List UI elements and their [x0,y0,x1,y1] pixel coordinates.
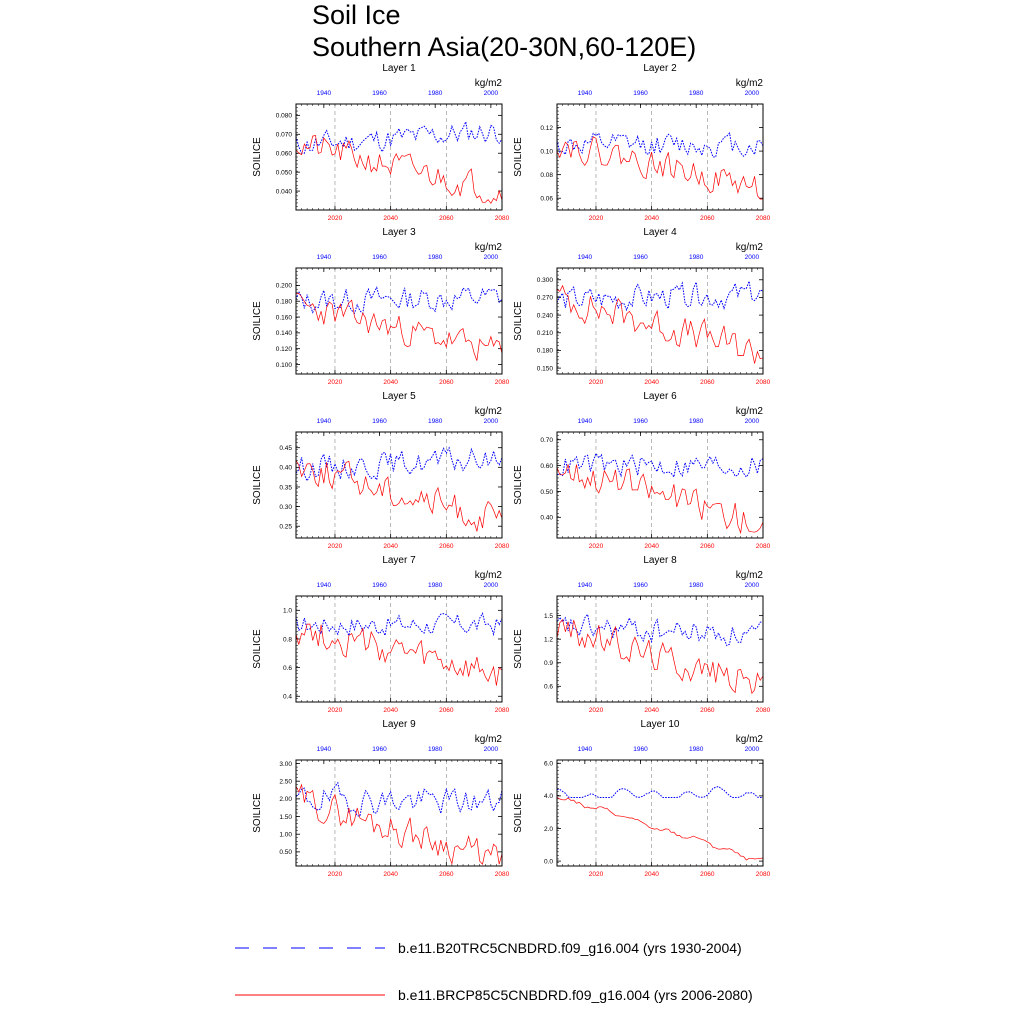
y-tick-label: 0.70 [540,437,553,445]
x-tick-label-top: 1940 [316,746,332,753]
y-tick-label: 0.40 [540,514,553,522]
x-tick-label-bottom: 2060 [700,871,715,878]
x-tick-label-top: 1980 [688,254,704,261]
y-tick-label: 1.00 [279,831,292,839]
x-tick-label-top: 2000 [483,746,499,753]
x-tick-label-top: 1940 [577,90,593,97]
x-tick-label-bottom: 2080 [494,707,510,714]
future-series-line [557,797,763,860]
y-tick-label: 0.140 [275,330,292,338]
y-tick-label: 0.4 [282,693,292,701]
x-tick-label-bottom: 2060 [700,543,715,550]
y-tick-label: 0.40 [279,464,292,472]
y-tick-label: 0.06 [540,195,553,203]
panel-title: Layer 6 [643,391,677,402]
y-tick-label: 0.50 [540,488,553,496]
y-tick-label: 0.08 [540,171,553,179]
panel-title: Layer 3 [382,227,416,238]
y-axis-label: SOILICE [513,629,524,669]
y-tick-label: 0.180 [536,347,553,355]
y-tick-label: 0.150 [536,365,553,373]
x-tick-label-bottom: 2020 [588,871,604,878]
x-tick-label-top: 2000 [744,418,760,425]
x-tick-label-bottom: 2020 [327,707,343,714]
x-tick-label-bottom: 2020 [588,543,604,550]
y-tick-label: 0.210 [536,330,553,338]
panel-layer-4 [513,227,771,386]
y-tick-label: 0.060 [275,150,292,158]
panel-title: Layer 5 [382,391,416,402]
plot-frame [296,268,502,374]
x-tick-label-bottom: 2020 [327,379,343,386]
panel-units: kg/m2 [735,78,763,89]
x-tick-label-bottom: 2020 [588,215,604,222]
y-tick-label: 0.30 [279,503,292,511]
x-tick-label-top: 1940 [316,90,332,97]
plot-frame [557,596,763,702]
y-axis-label: SOILICE [513,301,524,341]
y-axis-label: SOILICE [252,793,263,833]
y-tick-label: 0.180 [275,298,292,306]
x-tick-label-bottom: 2080 [755,379,771,386]
x-tick-label-top: 1960 [372,90,387,97]
x-tick-label-top: 1940 [316,582,332,589]
x-tick-label-bottom: 2060 [439,871,454,878]
plot-frame [557,268,763,374]
y-tick-label: 0.9 [543,660,553,668]
x-tick-label-top: 2000 [744,90,760,97]
historical-series-line [296,288,502,314]
panel-units: kg/m2 [474,242,502,253]
y-axis-label: SOILICE [252,465,263,505]
y-axis-label: SOILICE [252,137,263,177]
y-tick-label: 0.050 [275,169,292,177]
panel-layer-9 [252,719,510,878]
plot-frame [296,104,502,210]
x-tick-label-top: 1960 [633,90,648,97]
x-tick-label-bottom: 2060 [700,707,715,714]
y-tick-label: 0.8 [282,636,292,644]
y-tick-label: 0.0 [543,858,553,866]
future-series-line [296,135,502,203]
legend-future-label: b.e11.BRCP85C5CNBDRD.f09_g16.004 (yrs 2006-2080) [398,987,753,1003]
x-tick-label-bottom: 2040 [383,543,398,550]
y-tick-label: 0.300 [536,277,553,285]
x-tick-label-top: 1940 [577,254,593,261]
y-tick-label: 0.12 [540,124,553,132]
x-tick-label-bottom: 2040 [383,707,398,714]
panel-grid [252,63,771,878]
y-axis-label: SOILICE [513,137,524,177]
y-tick-label: 0.080 [275,112,292,120]
x-tick-label-bottom: 2040 [644,215,659,222]
x-tick-label-bottom: 2060 [700,379,715,386]
x-tick-label-top: 1980 [427,418,443,425]
y-tick-label: 0.50 [279,849,292,857]
y-tick-label: 0.60 [540,462,553,470]
x-tick-label-top: 1960 [372,582,387,589]
panel-title: Layer 1 [382,63,416,74]
panel-title: Layer 4 [643,227,677,238]
x-tick-label-top: 1980 [427,746,443,753]
panel-units: kg/m2 [735,734,763,745]
historical-series-line [557,133,763,157]
x-tick-label-bottom: 2020 [588,707,604,714]
x-tick-label-top: 1960 [633,582,648,589]
x-tick-label-bottom: 2080 [494,379,510,386]
y-tick-label: 1.50 [279,813,292,821]
x-tick-label-bottom: 2060 [439,379,454,386]
panel-units: kg/m2 [474,406,502,417]
x-tick-label-top: 1980 [688,582,704,589]
legend-historical-label: b.e11.B20TRC5CNBDRD.f09_g16.004 (yrs 1930-2004) [398,940,742,956]
x-tick-label-top: 1980 [688,90,704,97]
figure-title-line2: Southern Asia(20-30N,60-120E) [312,32,697,62]
y-axis-label: SOILICE [513,793,524,833]
y-tick-label: 0.240 [536,312,553,320]
plot-frame [557,104,763,210]
x-tick-label-top: 1940 [577,746,593,753]
panel-units: kg/m2 [474,734,502,745]
x-tick-label-bottom: 2040 [383,215,398,222]
x-tick-label-top: 1980 [688,418,704,425]
x-tick-label-bottom: 2040 [644,707,659,714]
historical-series-line [557,614,763,645]
y-tick-label: 0.45 [279,445,292,453]
panel-title: Layer 9 [382,719,416,730]
x-tick-label-top: 2000 [744,582,760,589]
y-tick-label: 0.25 [279,523,292,531]
x-tick-label-top: 1960 [372,746,387,753]
y-tick-label: 0.10 [540,148,553,156]
panel-title: Layer 8 [643,555,677,566]
plot-frame [557,432,763,538]
x-tick-label-top: 1940 [316,254,332,261]
y-tick-label: 0.6 [282,664,292,672]
panel-layer-1 [252,63,510,222]
y-tick-label: 2.50 [279,778,292,786]
x-tick-label-top: 1960 [633,746,648,753]
y-tick-label: 0.6 [543,683,553,691]
panel-title: Layer 7 [382,555,416,566]
x-tick-label-bottom: 2080 [755,543,771,550]
x-tick-label-top: 1980 [688,746,704,753]
historical-series-line [557,787,763,798]
y-tick-label: 0.270 [536,294,553,302]
y-axis-label: SOILICE [252,629,263,669]
y-axis-label: SOILICE [252,301,263,341]
future-series-line [296,624,502,686]
x-tick-label-top: 2000 [483,418,499,425]
y-tick-label: 4.0 [543,793,553,801]
x-tick-label-bottom: 2020 [327,543,343,550]
x-tick-label-top: 1960 [633,254,648,261]
future-series-line [296,460,502,531]
x-tick-label-bottom: 2060 [700,215,715,222]
panel-units: kg/m2 [735,570,763,581]
x-tick-label-bottom: 2040 [644,543,659,550]
panel-layer-8 [513,555,771,714]
y-tick-label: 0.070 [275,131,292,139]
x-tick-label-top: 2000 [483,90,499,97]
historical-series-line [296,783,502,816]
x-tick-label-bottom: 2020 [327,871,343,878]
x-tick-label-bottom: 2080 [494,215,510,222]
historical-series-line [557,454,763,478]
x-tick-label-top: 2000 [744,254,760,261]
plot-frame [296,432,502,538]
x-tick-label-bottom: 2040 [644,871,659,878]
x-tick-label-bottom: 2020 [588,379,604,386]
y-tick-label: 2.00 [279,796,292,804]
x-tick-label-bottom: 2040 [644,379,659,386]
x-tick-label-bottom: 2080 [494,543,510,550]
panel-layer-5 [252,391,510,550]
panel-units: kg/m2 [735,406,763,417]
historical-series-line [296,613,502,635]
y-tick-label: 2.0 [543,825,553,833]
plot-frame [296,760,502,866]
x-tick-label-bottom: 2080 [494,871,510,878]
y-tick-label: 0.35 [279,484,292,492]
x-tick-label-top: 1980 [427,254,443,261]
historical-series-line [557,281,763,310]
y-tick-label: 0.160 [275,314,292,322]
x-tick-label-top: 1960 [372,418,387,425]
future-series-line [296,293,502,360]
x-tick-label-bottom: 2040 [383,871,398,878]
future-series-line [557,464,763,532]
x-tick-label-top: 2000 [483,254,499,261]
panel-layer-2 [513,63,771,222]
x-tick-label-top: 1940 [577,582,593,589]
y-tick-label: 1.0 [282,607,292,615]
y-tick-label: 1.2 [543,636,553,644]
x-tick-label-bottom: 2080 [755,215,771,222]
x-tick-label-top: 1980 [427,90,443,97]
x-tick-label-bottom: 2060 [439,707,454,714]
panel-units: kg/m2 [735,242,763,253]
x-tick-label-bottom: 2040 [383,379,398,386]
y-tick-label: 1.5 [543,612,553,620]
y-tick-label: 0.120 [275,345,292,353]
x-tick-label-top: 1980 [427,582,443,589]
y-tick-label: 0.200 [275,282,292,290]
panel-layer-7 [252,555,510,714]
historical-series-line [296,122,502,153]
panel-layer-6 [513,391,771,550]
panel-title: Layer 10 [640,719,680,730]
x-tick-label-bottom: 2020 [327,215,343,222]
y-tick-label: 3.00 [279,760,292,768]
x-tick-label-bottom: 2060 [439,215,454,222]
x-tick-label-bottom: 2080 [755,707,771,714]
x-tick-label-top: 1960 [372,254,387,261]
panel-layer-10 [513,719,771,878]
legend [235,940,753,1003]
figure-title-line1: Soil Ice [312,0,401,30]
y-tick-label: 0.040 [275,188,292,196]
panel-title: Layer 2 [643,63,677,74]
x-tick-label-bottom: 2080 [755,871,771,878]
panel-units: kg/m2 [474,78,502,89]
y-tick-label: 0.100 [275,361,292,369]
y-axis-label: SOILICE [513,465,524,505]
x-tick-label-bottom: 2060 [439,543,454,550]
x-tick-label-top: 1960 [633,418,648,425]
x-tick-label-top: 2000 [744,746,760,753]
panel-units: kg/m2 [474,570,502,581]
x-tick-label-top: 2000 [483,582,499,589]
y-tick-label: 6.0 [543,760,553,768]
panel-layer-3 [252,227,510,386]
x-tick-label-top: 1940 [577,418,593,425]
x-tick-label-top: 1940 [316,418,332,425]
